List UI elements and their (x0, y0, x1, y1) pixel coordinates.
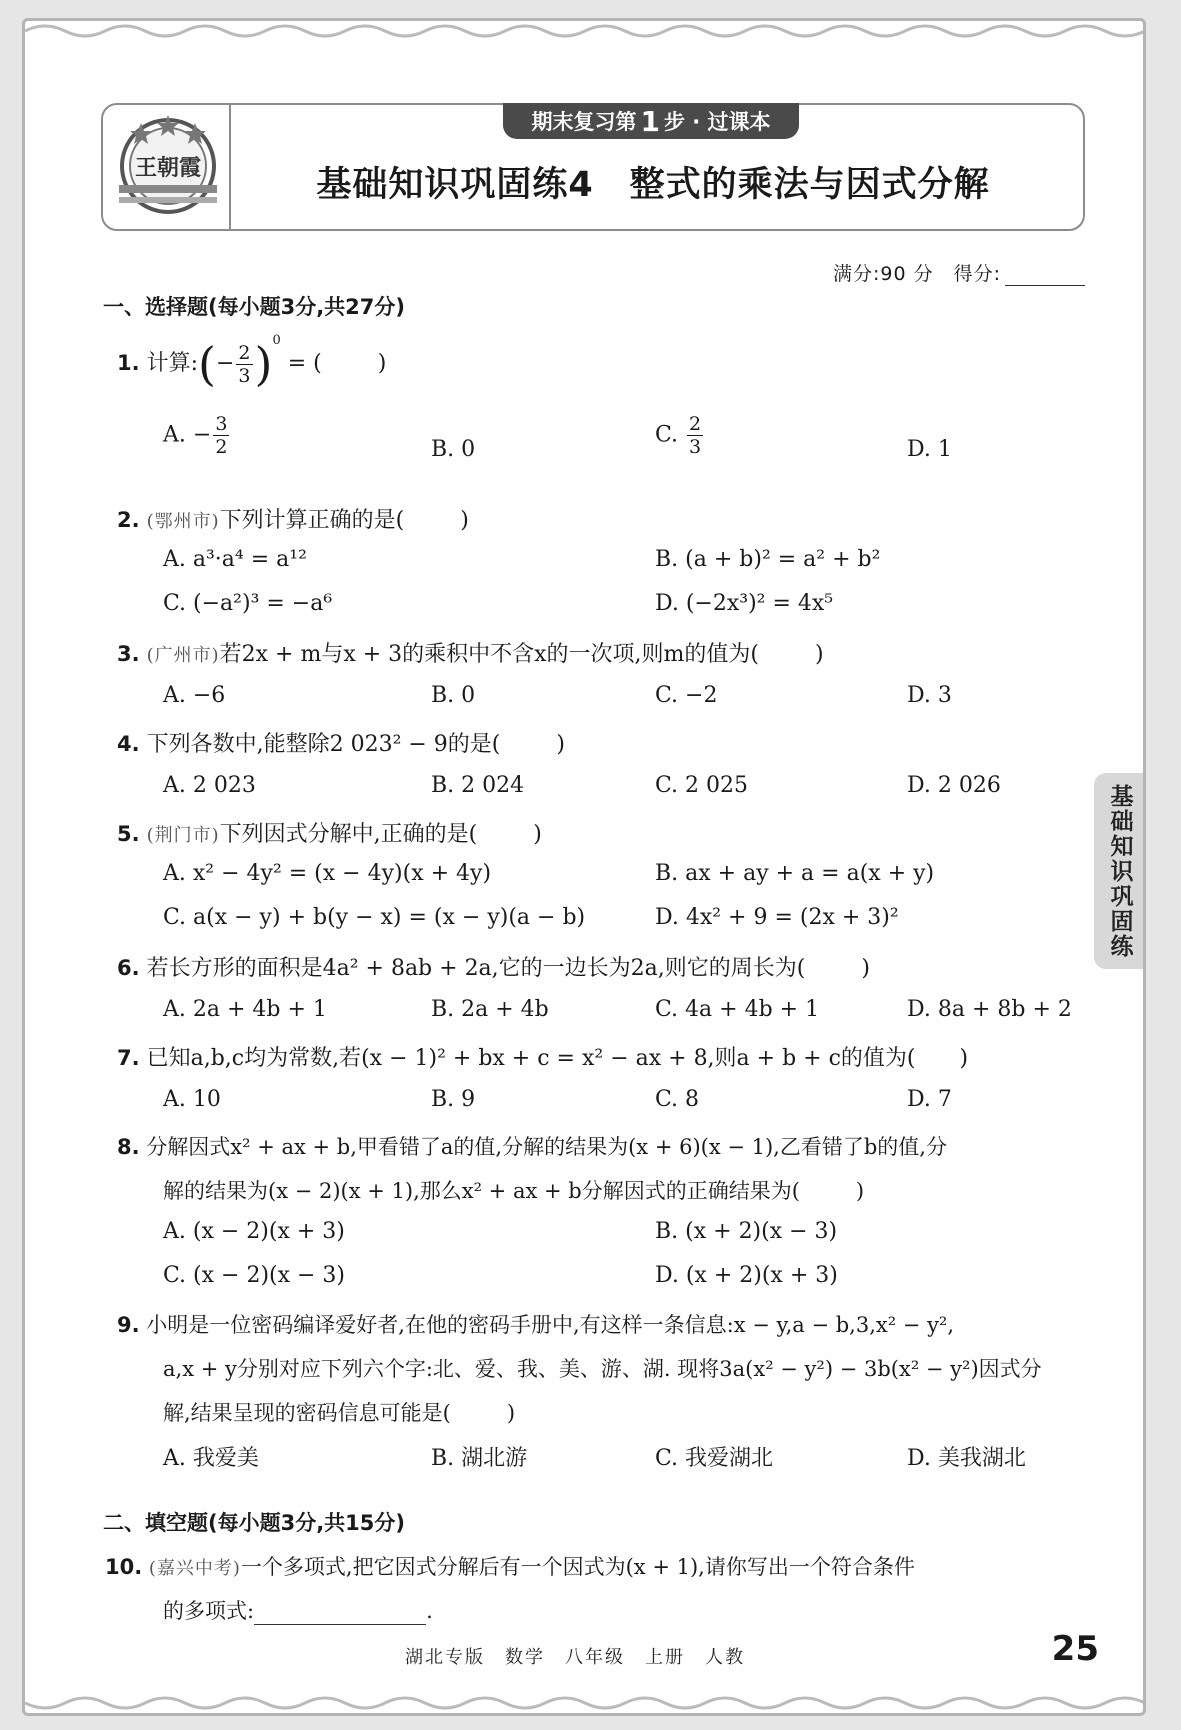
question-text-line1: 分解因式x² + ax + b,甲看错了a的值,分解的结果为(x + 6)(x − 1),乙看错了b的值,分 (146, 1135, 947, 1159)
option-b: B. 0 (431, 683, 476, 708)
option-a: A. −6 (163, 683, 226, 708)
section-title-choice: 一、选择题(每小题3分,共27分) (103, 295, 406, 319)
question-text: 已知a,b,c均为常数,若(x − 1)² + bx + c = x² − ax + 8,则a + b + c的值为( (146, 1046, 916, 1071)
option-c: C. 8 (655, 1087, 700, 1112)
right-paren: ) (254, 337, 273, 391)
exponent: 0 (272, 333, 281, 348)
question-1 (117, 333, 387, 391)
question-text: 下列计算正确的是( (219, 508, 405, 533)
question-2 (117, 503, 469, 534)
option-c: C. (x − 2)(x − 3) (163, 1263, 346, 1288)
question-text: 若2x + m与x + 3的乘积中不含x的一次项,则m的值为( (219, 642, 759, 667)
close-paren: ) (556, 732, 565, 757)
question-9-line2: a,x + y分别对应下列六个字:北、爱、我、美、游、湖. 现将3a(x² − y²) − 3b(x² − y²)因式分 (163, 1357, 1042, 1381)
close-paren: ) (959, 1046, 969, 1071)
question-source: (嘉兴中考) (148, 1558, 241, 1579)
step-prefix: 期末复习第 (531, 110, 637, 134)
numerator: 2 (238, 341, 251, 364)
question-text-line2: 解的结果为(x − 2)(x + 1),那么x² + ax + b分解因式的正确结果为( (163, 1179, 800, 1203)
question-number: 2. (117, 508, 140, 532)
question-number: 10. (105, 1555, 143, 1579)
page-number: 25 (1051, 1629, 1099, 1669)
option-b: B. ax + ay + a = a(x + y) (655, 861, 935, 886)
question-number: 7. (117, 1046, 140, 1070)
option-c (655, 413, 705, 458)
option-a: A. a³·a⁴ = a¹² (163, 547, 307, 572)
question-4 (117, 727, 565, 758)
fraction (213, 413, 229, 458)
question-text: 若长方形的面积是4a² + 8ab + 2a,它的一边长为2a,则它的周长为( (146, 956, 806, 981)
option-a: A. 2a + 4b + 1 (163, 997, 327, 1022)
option-a: A. (x − 2)(x + 3) (163, 1219, 345, 1244)
option-a: A. 2 023 (163, 773, 256, 798)
option-d: D. 美我湖北 (907, 1446, 1026, 1471)
question-text-line1: 小明是一位密码编译爱好者,在他的密码手册中,有这样一条信息:x − y,a − b,3,x² − y², (146, 1313, 955, 1337)
option-d: D. 2 026 (907, 773, 1001, 798)
numerator: 3 (215, 413, 228, 435)
section-title-fill: 二、填空题(每小题3分,共15分) (103, 1511, 406, 1535)
step-number: 1 (640, 104, 660, 138)
option-d: D. 4x² + 9 = (2x + 3)² (655, 905, 899, 930)
minus-sign: − (215, 351, 235, 376)
close-paren: ) (533, 822, 542, 847)
option-d: D. 7 (907, 1087, 952, 1112)
question-text-line2: 的多项式: (163, 1599, 255, 1623)
question-source: (荆门市) (146, 825, 220, 846)
denominator: 3 (238, 364, 251, 387)
question-7 (117, 1041, 968, 1072)
option-a: A. 10 (163, 1087, 221, 1112)
question-number: 8. (117, 1135, 140, 1159)
option-a: A. 我爱美 (163, 1446, 259, 1471)
decorative-wave-bottom (25, 1695, 1143, 1713)
fraction (236, 342, 252, 387)
question-number: 5. (117, 822, 140, 846)
option-c: C. −2 (655, 683, 718, 708)
fill-blank[interactable] (254, 1623, 426, 1625)
question-8 (117, 1131, 947, 1161)
question-source: (广州市) (146, 645, 220, 666)
footer-text: 湖北专版 数学 八年级 上册 人教 (405, 1647, 745, 1668)
option-c: C. 2 025 (655, 773, 749, 798)
close-paren: ) (815, 642, 824, 667)
denominator: 3 (689, 436, 702, 458)
option-label: A. − (163, 422, 212, 448)
option-b: B. 湖北游 (431, 1446, 528, 1471)
question-10-line2 (163, 1595, 433, 1625)
option-b: B. 2 024 (431, 773, 525, 798)
close-paren: ) (377, 351, 387, 376)
question-6 (117, 951, 870, 982)
period: . (426, 1599, 433, 1623)
score-label: 满分:90 分 得分: (832, 263, 1001, 285)
question-number: 9. (117, 1313, 140, 1337)
option-a (163, 413, 231, 458)
side-tab: 基础知识巩固练 (1094, 773, 1146, 969)
question-text-line1: 一个多项式,把它因式分解后有一个因式为(x + 1),请你写出一个符合条件 (240, 1555, 915, 1579)
question-text: 下列各数中,能整除2 023² − 9的是( (146, 732, 501, 757)
close-paren: ) (855, 1179, 865, 1203)
option-label: C. (655, 422, 686, 448)
question-9-line3 (163, 1397, 515, 1427)
option-b: B. 9 (431, 1087, 476, 1112)
option-b: B. 0 (431, 437, 476, 462)
option-d: D. 8a + 8b + 2 (907, 997, 1072, 1022)
question-number: 1. (117, 351, 140, 375)
option-b: B. (x + 2)(x − 3) (655, 1219, 838, 1244)
question-number: 3. (117, 642, 140, 666)
question-prefix: 计算: (146, 351, 199, 376)
option-d: D. 1 (907, 437, 952, 462)
option-c: C. a(x − y) + b(y − x) = (x − y)(a − b) (163, 905, 586, 930)
question-5 (117, 817, 542, 848)
question-source: (鄂州市) (146, 511, 220, 532)
question-number: 4. (117, 732, 140, 756)
question-number: 6. (117, 956, 140, 980)
svg-text:王朝霞: 王朝霞 (134, 155, 202, 181)
left-paren: ( (198, 337, 216, 391)
page-sheet (22, 18, 1146, 1716)
option-b: B. (a + b)² = a² + b² (655, 547, 881, 572)
question-content (25, 21, 1143, 1713)
option-d: D. 3 (907, 683, 952, 708)
question-text: 下列因式分解中,正确的是( (219, 822, 478, 847)
question-equals: = ( (287, 351, 322, 376)
question-10 (105, 1551, 915, 1581)
step-suffix: 步 · 过课本 (663, 110, 771, 134)
option-b: B. 2a + 4b (431, 997, 549, 1022)
option-a: A. x² − 4y² = (x − 4y)(x + 4y) (163, 861, 492, 886)
option-c: C. 4a + 4b + 1 (655, 997, 820, 1022)
option-d: D. (x + 2)(x + 3) (655, 1263, 838, 1288)
close-paren: ) (861, 956, 870, 981)
option-c: C. (−a²)³ = −a⁶ (163, 591, 333, 616)
question-8-line2 (163, 1175, 864, 1205)
option-d: D. (−2x³)² = 4x⁵ (655, 591, 834, 616)
numerator: 2 (689, 413, 702, 435)
question-text-line3: 解,结果呈现的密码信息可能是( (163, 1401, 451, 1425)
close-paren: ) (460, 508, 469, 533)
question-9 (117, 1309, 954, 1339)
close-paren: ) (506, 1401, 516, 1425)
page-title: 基础知识巩固练4 整式的乘法与因式分解 (316, 165, 990, 205)
option-c: C. 我爱湖北 (655, 1446, 774, 1471)
question-3 (117, 637, 824, 668)
denominator: 2 (215, 436, 228, 458)
fraction (687, 413, 703, 458)
